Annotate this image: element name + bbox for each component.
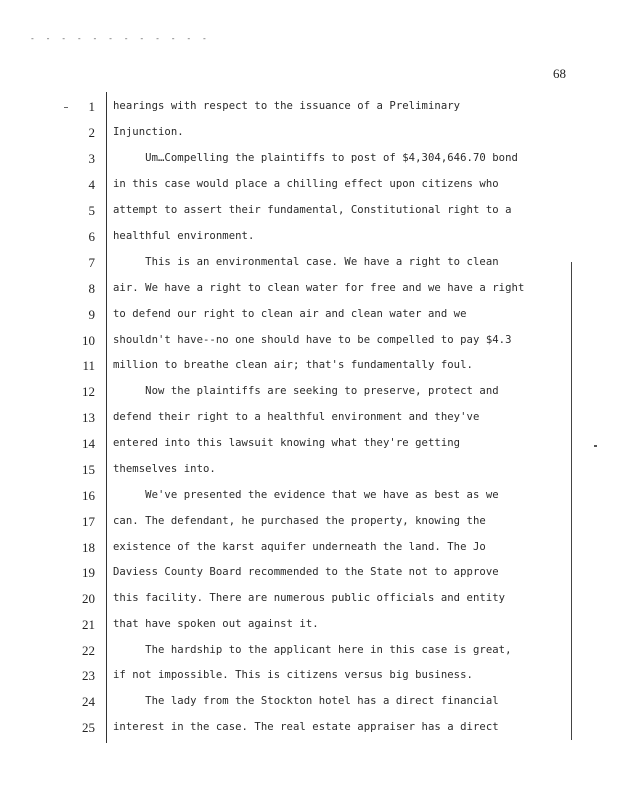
line-number: 4 — [88, 177, 95, 192]
line-number: 2 — [88, 125, 95, 140]
line-text: in this case would place a chilling effect upon citizens who — [113, 178, 499, 190]
line-number: 13 — [82, 410, 95, 425]
transcript-line — [0, 307, 623, 327]
line-number: 11 — [82, 358, 95, 373]
line-text: if not impossible. This is citizens versus big business. — [113, 669, 473, 681]
line-number: 15 — [82, 462, 95, 477]
transcript-line — [0, 488, 623, 508]
line-text: healthful environment. — [113, 230, 255, 242]
line-number: 21 — [82, 617, 95, 632]
line-number: 12 — [82, 384, 95, 399]
transcript-line — [0, 281, 623, 301]
transcript-line — [0, 358, 623, 378]
transcript-line — [0, 720, 623, 740]
scan-header-specks: - - - - - - - - - - - - — [30, 34, 210, 43]
line-number: 5 — [88, 203, 95, 218]
transcript-line — [0, 410, 623, 430]
line-number: 17 — [82, 514, 95, 529]
transcript-line — [0, 229, 623, 249]
line-text: to defend our right to clean air and clean water and we — [113, 308, 467, 320]
transcript-line — [0, 333, 623, 353]
line-number: 22 — [82, 643, 95, 658]
line-text: attempt to assert their fundamental, Constitutional right to a — [113, 204, 512, 216]
line-number: 23 — [82, 668, 95, 683]
line-text: can. The defendant, he purchased the property, knowing the — [113, 515, 486, 527]
transcript-line — [0, 436, 623, 456]
transcript-line — [0, 591, 623, 611]
line-number: 20 — [82, 591, 95, 606]
line-number: 19 — [82, 565, 95, 580]
line-number: 7 — [88, 255, 95, 270]
line-number: 1 — [88, 99, 95, 114]
transcript-line — [0, 668, 623, 688]
line-text: hearings with respect to the issuance of a Preliminary — [113, 100, 461, 112]
line-number: 8 — [88, 281, 95, 296]
transcript-line — [0, 462, 623, 482]
line-text: The lady from the Stockton hotel has a direct financial — [113, 695, 499, 707]
transcript-line — [0, 99, 623, 119]
page-number: 68 — [553, 66, 566, 81]
transcript-line — [0, 694, 623, 714]
line-number: 6 — [88, 229, 95, 244]
transcript-line — [0, 514, 623, 534]
line-text: interest in the case. The real estate appraiser has a direct — [113, 721, 499, 733]
line-text: This is an environmental case. We have a right to clean — [113, 256, 499, 268]
line-text: million to breathe clean air; that's fundamentally foul. — [113, 359, 473, 371]
line-number: 25 — [82, 720, 95, 735]
line-text: existence of the karst aquifer underneath the land. The Jo — [113, 541, 486, 553]
transcript-line — [0, 151, 623, 171]
line-number: 16 — [82, 488, 95, 503]
line-text: We've presented the evidence that we have as best as we — [113, 489, 499, 501]
transcript-line — [0, 617, 623, 637]
line-number: 24 — [82, 694, 95, 709]
transcript-line — [0, 203, 623, 223]
line-text: The hardship to the applicant here in this case is great, — [113, 644, 512, 656]
line-text: entered into this lawsuit knowing what they're getting — [113, 437, 461, 449]
line-text: this facility. There are numerous public officials and entity — [113, 592, 506, 604]
transcript-line — [0, 177, 623, 197]
line-text: air. We have a right to clean water for free and we have a right — [113, 282, 525, 294]
line-number: 10 — [82, 333, 95, 348]
transcript-line — [0, 540, 623, 560]
line-text: Um…Compelling the plaintiffs to post of $4,304,646.70 bond — [113, 152, 518, 164]
transcript-line — [0, 384, 623, 404]
line-text: Injunction. — [113, 126, 184, 138]
line-text: that have spoken out against it. — [113, 618, 319, 630]
line-text: shouldn't have--no one should have to be compelled to pay $4.3 — [113, 334, 512, 346]
line-number: 3 — [88, 151, 95, 166]
line-text: themselves into. — [113, 463, 216, 475]
line-number: 14 — [82, 436, 95, 451]
transcript-line — [0, 565, 623, 585]
line-text: defend their right to a healthful environment and they've — [113, 411, 480, 423]
transcript-line — [0, 255, 623, 275]
line-number: 9 — [88, 307, 95, 322]
line-number: 18 — [82, 540, 95, 555]
line-text: Daviess County Board recommended to the State not to approve — [113, 566, 499, 578]
line-text: Now the plaintiffs are seeking to preserve, protect and — [113, 385, 499, 397]
transcript-line — [0, 643, 623, 663]
transcript-line — [0, 125, 623, 145]
